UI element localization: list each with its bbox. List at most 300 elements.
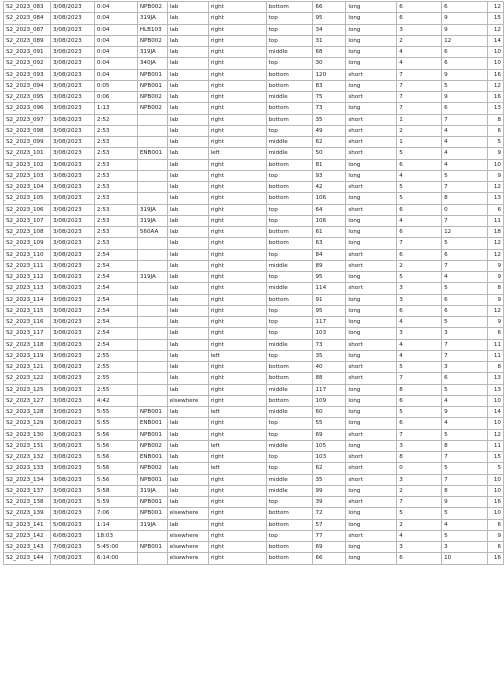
- total-cell[interactable]: 14: [487, 407, 503, 418]
- time-cell[interactable]: 1:13: [94, 103, 137, 114]
- date-cell[interactable]: 3/08/2023: [50, 35, 94, 46]
- length-cell[interactable]: short: [346, 249, 397, 260]
- position-cell[interactable]: top: [266, 350, 313, 361]
- length-cell[interactable]: short: [346, 182, 397, 193]
- length-cell[interactable]: long: [346, 294, 397, 305]
- value-cell[interactable]: 95: [313, 13, 346, 24]
- setting-cell[interactable]: lab: [167, 384, 208, 395]
- total-cell[interactable]: 16: [487, 92, 503, 103]
- id-cell[interactable]: S2_2023_141: [4, 519, 51, 530]
- side-cell[interactable]: right: [208, 182, 266, 193]
- setting-cell[interactable]: lab: [167, 193, 208, 204]
- setting-cell[interactable]: lab: [167, 305, 208, 316]
- time-cell[interactable]: 2:53: [94, 204, 137, 215]
- date-cell[interactable]: 3/08/2023: [50, 137, 94, 148]
- count-a-cell[interactable]: 2: [397, 519, 442, 530]
- value-cell[interactable]: 83: [313, 80, 346, 91]
- count-a-cell[interactable]: 7: [397, 429, 442, 440]
- id-cell[interactable]: S2_2023_105: [4, 193, 51, 204]
- id-cell[interactable]: S2_2023_131: [4, 440, 51, 451]
- time-cell[interactable]: 5:56: [94, 452, 137, 463]
- time-cell[interactable]: 2:53: [94, 182, 137, 193]
- location-code-cell[interactable]: NPB002: [137, 35, 167, 46]
- side-cell[interactable]: left: [208, 407, 266, 418]
- value-cell[interactable]: 89: [313, 260, 346, 271]
- count-b-cell[interactable]: 3: [442, 362, 488, 373]
- side-cell[interactable]: right: [208, 283, 266, 294]
- setting-cell[interactable]: lab: [167, 519, 208, 530]
- date-cell[interactable]: 3/08/2023: [50, 362, 94, 373]
- count-a-cell[interactable]: 5: [397, 182, 442, 193]
- count-a-cell[interactable]: 6: [397, 249, 442, 260]
- time-cell[interactable]: 2:55: [94, 350, 137, 361]
- date-cell[interactable]: 3/08/2023: [50, 463, 94, 474]
- setting-cell[interactable]: lab: [167, 238, 208, 249]
- location-code-cell[interactable]: [137, 328, 167, 339]
- id-cell[interactable]: S2_2023_094: [4, 80, 51, 91]
- side-cell[interactable]: right: [208, 553, 266, 564]
- position-cell[interactable]: bottom: [266, 508, 313, 519]
- count-b-cell[interactable]: 3: [442, 542, 488, 553]
- position-cell[interactable]: bottom: [266, 542, 313, 553]
- total-cell[interactable]: 9: [487, 317, 503, 328]
- location-code-cell[interactable]: 560AA: [137, 227, 167, 238]
- count-b-cell[interactable]: 8: [442, 485, 488, 496]
- position-cell[interactable]: middle: [266, 407, 313, 418]
- time-cell[interactable]: 2:53: [94, 215, 137, 226]
- value-cell[interactable]: 64: [313, 204, 346, 215]
- count-b-cell[interactable]: 10: [442, 553, 488, 564]
- side-cell[interactable]: right: [208, 13, 266, 24]
- date-cell[interactable]: 3/08/2023: [50, 339, 94, 350]
- length-cell[interactable]: short: [346, 283, 397, 294]
- count-b-cell[interactable]: 8: [442, 440, 488, 451]
- length-cell[interactable]: long: [346, 328, 397, 339]
- setting-cell[interactable]: lab: [167, 350, 208, 361]
- length-cell[interactable]: long: [346, 103, 397, 114]
- value-cell[interactable]: 62: [313, 137, 346, 148]
- value-cell[interactable]: 99: [313, 485, 346, 496]
- setting-cell[interactable]: lab: [167, 69, 208, 80]
- count-a-cell[interactable]: 3: [397, 440, 442, 451]
- count-b-cell[interactable]: 4: [442, 159, 488, 170]
- length-cell[interactable]: short: [346, 92, 397, 103]
- setting-cell[interactable]: lab: [167, 148, 208, 159]
- value-cell[interactable]: 109: [313, 395, 346, 406]
- length-cell[interactable]: short: [346, 114, 397, 125]
- total-cell[interactable]: 9: [487, 272, 503, 283]
- time-cell[interactable]: 2:53: [94, 137, 137, 148]
- id-cell[interactable]: S2_2023_093: [4, 69, 51, 80]
- id-cell[interactable]: S2_2023_083: [4, 2, 51, 13]
- total-cell[interactable]: 10: [487, 508, 503, 519]
- side-cell[interactable]: right: [208, 497, 266, 508]
- position-cell[interactable]: bottom: [266, 362, 313, 373]
- date-cell[interactable]: 3/08/2023: [50, 384, 94, 395]
- date-cell[interactable]: 7/08/2023: [50, 553, 94, 564]
- total-cell[interactable]: 12: [487, 429, 503, 440]
- side-cell[interactable]: right: [208, 159, 266, 170]
- length-cell[interactable]: long: [346, 317, 397, 328]
- value-cell[interactable]: 60: [313, 407, 346, 418]
- time-cell[interactable]: 5:59: [94, 497, 137, 508]
- count-a-cell[interactable]: 0: [397, 463, 442, 474]
- location-code-cell[interactable]: ENB001: [137, 452, 167, 463]
- id-cell[interactable]: S2_2023_118: [4, 339, 51, 350]
- length-cell[interactable]: short: [346, 452, 397, 463]
- side-cell[interactable]: right: [208, 249, 266, 260]
- side-cell[interactable]: right: [208, 80, 266, 91]
- position-cell[interactable]: top: [266, 272, 313, 283]
- count-a-cell[interactable]: 8: [397, 452, 442, 463]
- location-code-cell[interactable]: [137, 260, 167, 271]
- length-cell[interactable]: long: [346, 58, 397, 69]
- total-cell[interactable]: 6: [487, 542, 503, 553]
- length-cell[interactable]: short: [346, 373, 397, 384]
- total-cell[interactable]: 10: [487, 159, 503, 170]
- date-cell[interactable]: 3/08/2023: [50, 452, 94, 463]
- value-cell[interactable]: 73: [313, 339, 346, 350]
- length-cell[interactable]: short: [346, 260, 397, 271]
- time-cell[interactable]: 7:06: [94, 508, 137, 519]
- count-b-cell[interactable]: 8: [442, 193, 488, 204]
- length-cell[interactable]: long: [346, 542, 397, 553]
- count-a-cell[interactable]: 3: [397, 24, 442, 35]
- length-cell[interactable]: long: [346, 159, 397, 170]
- total-cell[interactable]: 8: [487, 362, 503, 373]
- length-cell[interactable]: short: [346, 69, 397, 80]
- id-cell[interactable]: S2_2023_134: [4, 474, 51, 485]
- side-cell[interactable]: right: [208, 272, 266, 283]
- position-cell[interactable]: middle: [266, 137, 313, 148]
- count-b-cell[interactable]: 5: [442, 170, 488, 181]
- date-cell[interactable]: 3/08/2023: [50, 272, 94, 283]
- position-cell[interactable]: top: [266, 305, 313, 316]
- length-cell[interactable]: long: [346, 384, 397, 395]
- time-cell[interactable]: 5:58: [94, 485, 137, 496]
- count-b-cell[interactable]: 6: [442, 47, 488, 58]
- time-cell[interactable]: 5:56: [94, 474, 137, 485]
- count-a-cell[interactable]: 4: [397, 350, 442, 361]
- location-code-cell[interactable]: [137, 170, 167, 181]
- side-cell[interactable]: right: [208, 215, 266, 226]
- id-cell[interactable]: S2_2023_121: [4, 362, 51, 373]
- id-cell[interactable]: S2_2023_127: [4, 395, 51, 406]
- setting-cell[interactable]: lab: [167, 272, 208, 283]
- count-b-cell[interactable]: 7: [442, 452, 488, 463]
- total-cell[interactable]: 9: [487, 170, 503, 181]
- length-cell[interactable]: long: [346, 519, 397, 530]
- date-cell[interactable]: 3/08/2023: [50, 114, 94, 125]
- id-cell[interactable]: S2_2023_101: [4, 148, 51, 159]
- time-cell[interactable]: 2:52: [94, 114, 137, 125]
- side-cell[interactable]: right: [208, 170, 266, 181]
- setting-cell[interactable]: elsewhere: [167, 542, 208, 553]
- total-cell[interactable]: 5: [487, 137, 503, 148]
- value-cell[interactable]: 39: [313, 497, 346, 508]
- setting-cell[interactable]: lab: [167, 452, 208, 463]
- setting-cell[interactable]: lab: [167, 440, 208, 451]
- location-code-cell[interactable]: [137, 317, 167, 328]
- length-cell[interactable]: long: [346, 508, 397, 519]
- count-b-cell[interactable]: 6: [442, 58, 488, 69]
- time-cell[interactable]: 2:54: [94, 260, 137, 271]
- setting-cell[interactable]: lab: [167, 170, 208, 181]
- value-cell[interactable]: 103: [313, 452, 346, 463]
- date-cell[interactable]: 3/08/2023: [50, 305, 94, 316]
- count-b-cell[interactable]: 5: [442, 508, 488, 519]
- count-b-cell[interactable]: 5: [442, 283, 488, 294]
- time-cell[interactable]: 5:56: [94, 429, 137, 440]
- value-cell[interactable]: 69: [313, 429, 346, 440]
- value-cell[interactable]: 66: [313, 2, 346, 13]
- id-cell[interactable]: S2_2023_143: [4, 542, 51, 553]
- setting-cell[interactable]: lab: [167, 2, 208, 13]
- total-cell[interactable]: 11: [487, 350, 503, 361]
- location-code-cell[interactable]: NPB001: [137, 474, 167, 485]
- setting-cell[interactable]: lab: [167, 418, 208, 429]
- length-cell[interactable]: long: [346, 215, 397, 226]
- id-cell[interactable]: S2_2023_102: [4, 159, 51, 170]
- location-code-cell[interactable]: 319JA: [137, 13, 167, 24]
- date-cell[interactable]: 3/08/2023: [50, 170, 94, 181]
- total-cell[interactable]: 10: [487, 395, 503, 406]
- total-cell[interactable]: 9: [487, 148, 503, 159]
- location-code-cell[interactable]: [137, 384, 167, 395]
- total-cell[interactable]: 12: [487, 2, 503, 13]
- length-cell[interactable]: long: [346, 485, 397, 496]
- id-cell[interactable]: S2_2023_098: [4, 125, 51, 136]
- count-b-cell[interactable]: 4: [442, 418, 488, 429]
- count-a-cell[interactable]: 4: [397, 317, 442, 328]
- location-code-cell[interactable]: 319JA: [137, 215, 167, 226]
- id-cell[interactable]: S2_2023_130: [4, 429, 51, 440]
- length-cell[interactable]: short: [346, 530, 397, 541]
- time-cell[interactable]: 1:14: [94, 519, 137, 530]
- location-code-cell[interactable]: [137, 125, 167, 136]
- length-cell[interactable]: long: [346, 24, 397, 35]
- side-cell[interactable]: right: [208, 542, 266, 553]
- count-b-cell[interactable]: 9: [442, 407, 488, 418]
- date-cell[interactable]: 3/08/2023: [50, 350, 94, 361]
- count-b-cell[interactable]: 6: [442, 373, 488, 384]
- value-cell[interactable]: 55: [313, 418, 346, 429]
- count-a-cell[interactable]: 7: [397, 92, 442, 103]
- date-cell[interactable]: 3/08/2023: [50, 407, 94, 418]
- length-cell[interactable]: long: [346, 193, 397, 204]
- count-a-cell[interactable]: 6: [397, 227, 442, 238]
- position-cell[interactable]: middle: [266, 47, 313, 58]
- length-cell[interactable]: long: [346, 407, 397, 418]
- position-cell[interactable]: middle: [266, 440, 313, 451]
- side-cell[interactable]: right: [208, 227, 266, 238]
- count-a-cell[interactable]: 6: [397, 418, 442, 429]
- value-cell[interactable]: 84: [313, 249, 346, 260]
- id-cell[interactable]: S2_2023_128: [4, 407, 51, 418]
- time-cell[interactable]: 2:54: [94, 249, 137, 260]
- id-cell[interactable]: S2_2023_142: [4, 530, 51, 541]
- side-cell[interactable]: right: [208, 317, 266, 328]
- location-code-cell[interactable]: [137, 182, 167, 193]
- position-cell[interactable]: top: [266, 13, 313, 24]
- length-cell[interactable]: short: [346, 429, 397, 440]
- date-cell[interactable]: 3/08/2023: [50, 249, 94, 260]
- position-cell[interactable]: bottom: [266, 182, 313, 193]
- side-cell[interactable]: right: [208, 2, 266, 13]
- value-cell[interactable]: 114: [313, 283, 346, 294]
- value-cell[interactable]: 63: [313, 238, 346, 249]
- length-cell[interactable]: long: [346, 272, 397, 283]
- count-b-cell[interactable]: 4: [442, 148, 488, 159]
- value-cell[interactable]: 91: [313, 294, 346, 305]
- date-cell[interactable]: 3/08/2023: [50, 148, 94, 159]
- id-cell[interactable]: S2_2023_104: [4, 182, 51, 193]
- position-cell[interactable]: bottom: [266, 227, 313, 238]
- date-cell[interactable]: 7/08/2023: [50, 542, 94, 553]
- count-b-cell[interactable]: 6: [442, 103, 488, 114]
- count-a-cell[interactable]: 2: [397, 260, 442, 271]
- side-cell[interactable]: right: [208, 508, 266, 519]
- date-cell[interactable]: 3/08/2023: [50, 69, 94, 80]
- side-cell[interactable]: right: [208, 305, 266, 316]
- setting-cell[interactable]: lab: [167, 339, 208, 350]
- position-cell[interactable]: middle: [266, 283, 313, 294]
- time-cell[interactable]: 2:53: [94, 148, 137, 159]
- side-cell[interactable]: left: [208, 463, 266, 474]
- id-cell[interactable]: S2_2023_119: [4, 350, 51, 361]
- count-b-cell[interactable]: 5: [442, 80, 488, 91]
- count-b-cell[interactable]: 5: [442, 429, 488, 440]
- count-b-cell[interactable]: 7: [442, 215, 488, 226]
- location-code-cell[interactable]: HLB103: [137, 24, 167, 35]
- position-cell[interactable]: top: [266, 215, 313, 226]
- position-cell[interactable]: top: [266, 452, 313, 463]
- id-cell[interactable]: S2_2023_097: [4, 114, 51, 125]
- time-cell[interactable]: 2:54: [94, 272, 137, 283]
- date-cell[interactable]: 3/08/2023: [50, 47, 94, 58]
- side-cell[interactable]: right: [208, 384, 266, 395]
- location-code-cell[interactable]: NPB002: [137, 92, 167, 103]
- value-cell[interactable]: 31: [313, 35, 346, 46]
- date-cell[interactable]: 3/08/2023: [50, 193, 94, 204]
- location-code-cell[interactable]: [137, 339, 167, 350]
- total-cell[interactable]: 12: [487, 249, 503, 260]
- total-cell[interactable]: 10: [487, 485, 503, 496]
- location-code-cell[interactable]: [137, 249, 167, 260]
- date-cell[interactable]: 5/08/2023: [50, 519, 94, 530]
- total-cell[interactable]: 16: [487, 497, 503, 508]
- position-cell[interactable]: bottom: [266, 69, 313, 80]
- time-cell[interactable]: 2:53: [94, 170, 137, 181]
- count-a-cell[interactable]: 2: [397, 485, 442, 496]
- count-a-cell[interactable]: 6: [397, 204, 442, 215]
- location-code-cell[interactable]: ENB001: [137, 418, 167, 429]
- date-cell[interactable]: 3/08/2023: [50, 103, 94, 114]
- side-cell[interactable]: right: [208, 485, 266, 496]
- location-code-cell[interactable]: 319JA: [137, 485, 167, 496]
- time-cell[interactable]: 2:53: [94, 227, 137, 238]
- length-cell[interactable]: long: [346, 238, 397, 249]
- total-cell[interactable]: 11: [487, 339, 503, 350]
- count-a-cell[interactable]: 4: [397, 215, 442, 226]
- count-a-cell[interactable]: 6: [397, 13, 442, 24]
- location-code-cell[interactable]: [137, 137, 167, 148]
- count-b-cell[interactable]: 6: [442, 305, 488, 316]
- value-cell[interactable]: 88: [313, 373, 346, 384]
- setting-cell[interactable]: lab: [167, 92, 208, 103]
- count-b-cell[interactable]: 5: [442, 384, 488, 395]
- position-cell[interactable]: bottom: [266, 114, 313, 125]
- value-cell[interactable]: 49: [313, 125, 346, 136]
- total-cell[interactable]: 12: [487, 182, 503, 193]
- location-code-cell[interactable]: [137, 362, 167, 373]
- id-cell[interactable]: S2_2023_109: [4, 238, 51, 249]
- count-b-cell[interactable]: 5: [442, 530, 488, 541]
- total-cell[interactable]: 12: [487, 238, 503, 249]
- id-cell[interactable]: S2_2023_139: [4, 508, 51, 519]
- setting-cell[interactable]: lab: [167, 260, 208, 271]
- side-cell[interactable]: right: [208, 519, 266, 530]
- count-a-cell[interactable]: 7: [397, 69, 442, 80]
- setting-cell[interactable]: elsewhere: [167, 553, 208, 564]
- value-cell[interactable]: 77: [313, 530, 346, 541]
- side-cell[interactable]: right: [208, 103, 266, 114]
- total-cell[interactable]: 16: [487, 553, 503, 564]
- setting-cell[interactable]: lab: [167, 429, 208, 440]
- side-cell[interactable]: right: [208, 193, 266, 204]
- count-a-cell[interactable]: 2: [397, 125, 442, 136]
- side-cell[interactable]: right: [208, 530, 266, 541]
- position-cell[interactable]: bottom: [266, 80, 313, 91]
- location-code-cell[interactable]: [137, 294, 167, 305]
- time-cell[interactable]: 2:53: [94, 125, 137, 136]
- time-cell[interactable]: 2:54: [94, 283, 137, 294]
- length-cell[interactable]: long: [346, 227, 397, 238]
- count-b-cell[interactable]: 9: [442, 497, 488, 508]
- position-cell[interactable]: top: [266, 249, 313, 260]
- date-cell[interactable]: 3/08/2023: [50, 294, 94, 305]
- count-b-cell[interactable]: 7: [442, 474, 488, 485]
- id-cell[interactable]: S2_2023_084: [4, 13, 51, 24]
- date-cell[interactable]: 3/08/2023: [50, 283, 94, 294]
- value-cell[interactable]: 66: [313, 553, 346, 564]
- total-cell[interactable]: 10: [487, 58, 503, 69]
- count-a-cell[interactable]: 5: [397, 272, 442, 283]
- id-cell[interactable]: S2_2023_133: [4, 463, 51, 474]
- position-cell[interactable]: top: [266, 35, 313, 46]
- total-cell[interactable]: 8: [487, 283, 503, 294]
- total-cell[interactable]: 12: [487, 80, 503, 91]
- value-cell[interactable]: 103: [313, 328, 346, 339]
- setting-cell[interactable]: elsewhere: [167, 530, 208, 541]
- date-cell[interactable]: 3/08/2023: [50, 92, 94, 103]
- time-cell[interactable]: 18:03: [94, 530, 137, 541]
- side-cell[interactable]: right: [208, 452, 266, 463]
- time-cell[interactable]: 5:55: [94, 418, 137, 429]
- location-code-cell[interactable]: [137, 305, 167, 316]
- total-cell[interactable]: 6: [487, 204, 503, 215]
- date-cell[interactable]: 3/08/2023: [50, 429, 94, 440]
- total-cell[interactable]: 6: [487, 519, 503, 530]
- count-a-cell[interactable]: 7: [397, 80, 442, 91]
- time-cell[interactable]: 0:04: [94, 69, 137, 80]
- count-b-cell[interactable]: 4: [442, 519, 488, 530]
- time-cell[interactable]: 5:45:00: [94, 542, 137, 553]
- value-cell[interactable]: 57: [313, 519, 346, 530]
- count-b-cell[interactable]: 4: [442, 272, 488, 283]
- location-code-cell[interactable]: NPB001: [137, 69, 167, 80]
- position-cell[interactable]: top: [266, 418, 313, 429]
